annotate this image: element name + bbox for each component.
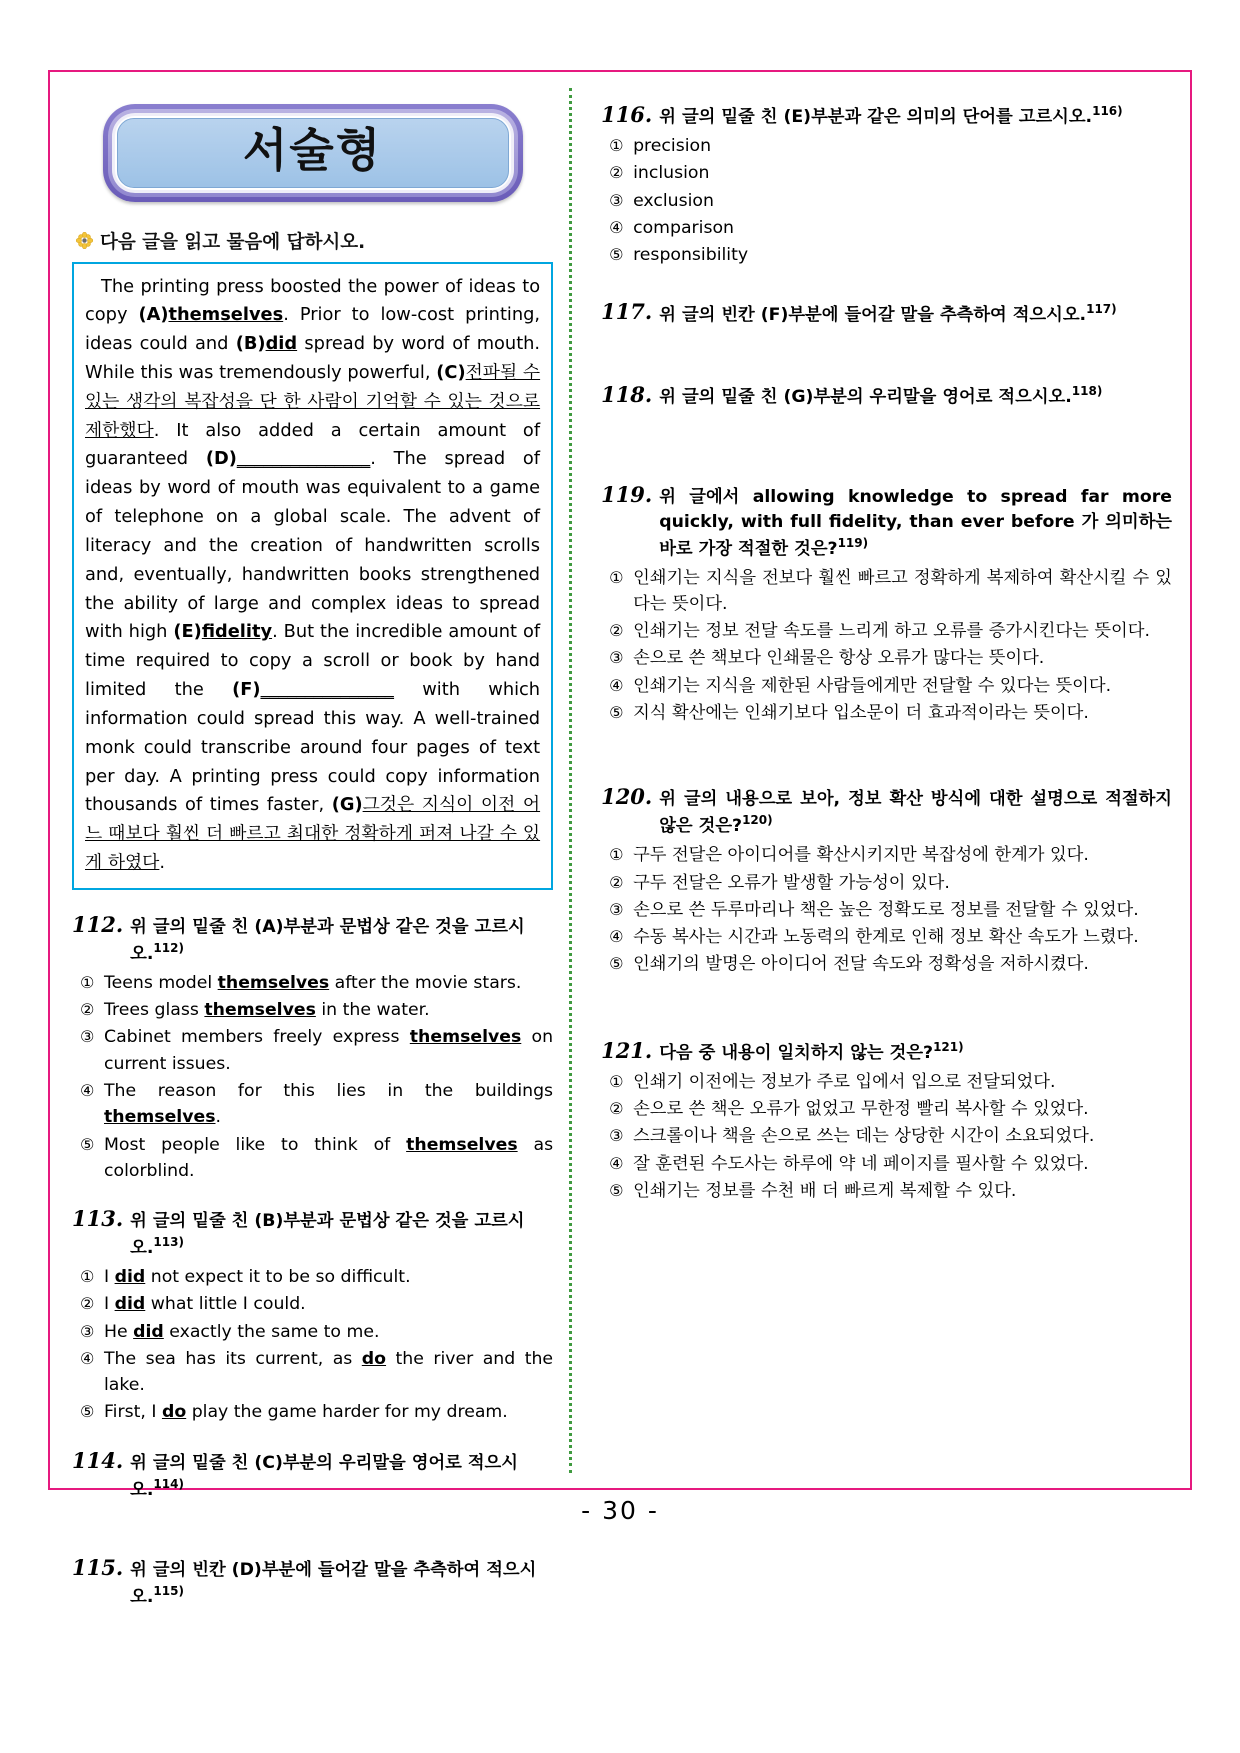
option-marker: ⑤ bbox=[609, 954, 624, 974]
option-item[interactable] bbox=[609, 673, 1172, 699]
reading-passage bbox=[72, 262, 553, 890]
passage-label-a: (A) bbox=[138, 304, 169, 326]
option-marker: ⑤ bbox=[609, 1180, 624, 1200]
answer-space-115[interactable] bbox=[72, 1610, 553, 1656]
option-marker: ① bbox=[80, 1267, 95, 1286]
option-text: I did not expect it to be so difficult. bbox=[104, 1267, 411, 1287]
option-item[interactable] bbox=[609, 897, 1172, 923]
option-marker: ⑤ bbox=[80, 1134, 95, 1154]
title-badge bbox=[103, 104, 523, 202]
passage-label-d: (D) bbox=[205, 448, 237, 470]
option-text: 수동 복사는 시간과 노동력의 한계로 인해 정보 확산 속도가 느렸다. bbox=[633, 927, 1139, 948]
option-item[interactable] bbox=[609, 842, 1172, 868]
option-marker: ① bbox=[609, 845, 624, 865]
page-number: - 30 - bbox=[581, 1496, 659, 1525]
passage-part-7: with which information could spread this way. A well-trained monk could transcribe around four pages of text per day. A printing press could copy information thousands of times faster, bbox=[85, 679, 541, 816]
question-121-number: 121. bbox=[601, 1037, 653, 1063]
question-121-options bbox=[601, 1069, 1172, 1204]
option-marker: ① bbox=[609, 136, 624, 156]
option-item[interactable] bbox=[80, 1319, 553, 1345]
option-text: 인쇄기는 정보를 수천 배 더 빠르게 복제할 수 있다. bbox=[633, 1180, 1017, 1201]
option-text: 잘 훈련된 수도사는 하루에 약 네 페이지를 필사할 수 있었다. bbox=[633, 1153, 1089, 1174]
option-marker: ② bbox=[609, 163, 624, 183]
option-text: Most people like to think of themselves as colorblind. bbox=[104, 1134, 554, 1181]
option-item[interactable] bbox=[609, 1123, 1172, 1149]
option-marker: ④ bbox=[80, 1348, 95, 1368]
option-item[interactable] bbox=[80, 970, 553, 996]
passage-part-3: spread by word of mouth. While this was tremendously powerful, bbox=[85, 333, 541, 383]
option-text: 인쇄기는 지식을 전보다 훨씬 빠르고 정확하게 복제하여 확산시킬 수 있다는 뜻이다. bbox=[633, 567, 1172, 614]
option-text: 스크롤이나 책을 손으로 쓰는 데는 상당한 시간이 소요되었다. bbox=[633, 1126, 1095, 1147]
option-marker: ⑤ bbox=[80, 1402, 95, 1422]
page-title: 서술형 bbox=[242, 123, 383, 177]
passage-label-g: (G) bbox=[331, 794, 363, 816]
option-item[interactable] bbox=[80, 1399, 553, 1425]
option-item[interactable] bbox=[80, 1078, 553, 1131]
passage-label-c: (C) bbox=[436, 362, 466, 383]
option-item[interactable] bbox=[80, 1291, 553, 1317]
option-item[interactable] bbox=[609, 700, 1172, 726]
passage-word-b: did bbox=[265, 333, 298, 355]
question-112-text: 위 글의 밑줄 친 (A)부분과 문법상 같은 것을 고르시오.$^{112)}$ bbox=[130, 916, 525, 964]
option-item[interactable] bbox=[80, 997, 553, 1023]
option-item[interactable] bbox=[80, 1132, 553, 1185]
option-text: 지식 확산에는 인쇄기보다 입소문이 더 효과적이라는 뜻이다. bbox=[633, 703, 1089, 724]
question-113-number: 113. bbox=[72, 1206, 124, 1232]
option-item[interactable] bbox=[609, 1096, 1172, 1122]
option-item[interactable] bbox=[609, 1151, 1172, 1177]
option-text: 인쇄기는 지식을 제한된 사람들에게만 전달할 수 있다는 뜻이다. bbox=[633, 675, 1112, 696]
question-115-number: 115. bbox=[72, 1554, 124, 1580]
option-marker: ④ bbox=[609, 675, 624, 695]
instruction-text: 다음 글을 읽고 물음에 답하시오. bbox=[100, 231, 366, 253]
question-117-text: 위 글의 빈칸 (F)부분에 들어갈 말을 추측하여 적으시오.$^{117)}$ bbox=[659, 301, 1117, 325]
question-115-text: 위 글의 빈칸 (D)부분에 들어갈 말을 추측하여 적으시오.$^{115)}$ bbox=[130, 1559, 537, 1607]
option-marker: ② bbox=[80, 1000, 95, 1020]
option-marker: ④ bbox=[609, 217, 624, 237]
question-116-number: 116. bbox=[601, 102, 653, 127]
question-119-options bbox=[601, 565, 1172, 727]
passage-blank-f: _______________ bbox=[260, 679, 394, 701]
question-112-number: 112. bbox=[72, 911, 124, 937]
option-marker: ④ bbox=[609, 1153, 624, 1173]
option-marker: ② bbox=[609, 1099, 624, 1119]
option-marker: ③ bbox=[80, 1027, 95, 1047]
option-marker: ④ bbox=[609, 927, 624, 947]
right-column bbox=[571, 72, 1190, 1488]
option-text: 구두 전달은 아이디어를 확산시키지만 복잡성에 한계가 있다. bbox=[633, 845, 1089, 866]
option-text: First, I do play the game harder for my dream. bbox=[104, 1402, 508, 1423]
passage-part-2: . Prior to low-cost printing, ideas could and bbox=[85, 304, 541, 355]
question-118-text: 위 글의 밑줄 친 (G)부분의 우리말을 영어로 적으시오.$^{118)}$ bbox=[659, 383, 1103, 407]
option-text: Teens model themselves after the movie stars. bbox=[104, 972, 522, 993]
option-marker: ③ bbox=[609, 1126, 624, 1146]
question-120-options bbox=[601, 842, 1172, 977]
option-marker: ③ bbox=[609, 899, 624, 919]
option-item[interactable] bbox=[609, 645, 1172, 671]
option-item[interactable] bbox=[609, 160, 894, 186]
question-116-text: 위 글의 밑줄 친 (E)부분과 같은 의미의 단어를 고르시오.$^{116)}$ bbox=[659, 104, 1123, 127]
option-marker: ⑤ bbox=[609, 703, 624, 723]
question-113-text: 위 글의 밑줄 친 (B)부분과 문법상 같은 것을 고르시오.$^{113)}$ bbox=[130, 1211, 525, 1258]
option-marker: ③ bbox=[609, 648, 624, 668]
passage-part-1: The printing press boosted the power of ideas to copy bbox=[85, 275, 541, 326]
option-text: responsibility bbox=[633, 245, 749, 266]
option-marker: ⑤ bbox=[609, 245, 624, 265]
question-116-options bbox=[601, 133, 1172, 269]
passage-label-f: (F) bbox=[232, 679, 261, 701]
question-115 bbox=[72, 1555, 553, 1656]
option-text: inclusion bbox=[633, 163, 710, 184]
option-marker: ③ bbox=[609, 190, 624, 210]
question-117-number: 117. bbox=[601, 299, 653, 325]
question-114-number: 114. bbox=[72, 1447, 124, 1473]
question-118-number: 118. bbox=[601, 381, 653, 407]
question-112 bbox=[72, 912, 553, 1184]
option-text: I did what little I could. bbox=[104, 1294, 306, 1315]
option-item[interactable] bbox=[80, 1024, 553, 1077]
question-112-options bbox=[72, 970, 553, 1184]
answer-space-117[interactable] bbox=[601, 328, 1172, 374]
option-marker: ④ bbox=[80, 1080, 95, 1100]
answer-space-118[interactable] bbox=[601, 410, 1172, 480]
option-text: 손으로 쓴 두루마리나 책은 높은 정확도로 정보를 전달할 수 있었다. bbox=[633, 899, 1139, 920]
question-120-text: 위 글의 내용으로 보아, 정보 확산 방식에 대한 설명으로 적절하지 않은 것은?$^{120)}$ bbox=[659, 789, 1172, 837]
option-item[interactable] bbox=[609, 242, 1172, 268]
passage-part-6: . But the incredible amount of time required to copy a scroll or book by hand limited the bbox=[85, 621, 541, 701]
option-item[interactable] bbox=[609, 188, 894, 214]
question-119 bbox=[601, 482, 1172, 727]
passage-korean-g: 그것은 지식이 이전 어느 때보다 훨씬 더 빠르고 최대한 정확하게 퍼져 나갈 수 있게 하였다 bbox=[85, 794, 541, 874]
question-113-options bbox=[72, 1264, 553, 1426]
option-text: Trees glass themselves in the water. bbox=[104, 1000, 430, 1021]
instruction-line bbox=[76, 228, 553, 254]
passage-label-e: (E) bbox=[173, 621, 202, 643]
option-marker: ① bbox=[609, 567, 624, 587]
option-text: exclusion bbox=[633, 190, 714, 211]
question-117 bbox=[601, 299, 1172, 373]
question-121-text: 다음 중 내용이 일치하지 않는 것은?$^{121)}$ bbox=[659, 1039, 964, 1063]
option-item[interactable] bbox=[609, 870, 1172, 896]
option-item[interactable] bbox=[609, 951, 1172, 977]
question-113 bbox=[72, 1206, 553, 1426]
option-text: 인쇄기의 발명은 아이디어 전달 속도와 정확성을 저하시켰다. bbox=[633, 954, 1089, 975]
passage-word-e: fidelity bbox=[201, 621, 273, 643]
passage-word-a: themselves bbox=[168, 304, 284, 326]
option-marker: ② bbox=[80, 1294, 95, 1314]
option-text: 인쇄기는 정보 전달 속도를 느리게 하고 오류를 증가시킨다는 뜻이다. bbox=[633, 621, 1150, 642]
option-text: 인쇄기 이전에는 정보가 주로 입에서 입으로 전달되었다. bbox=[633, 1071, 1056, 1092]
option-marker: ② bbox=[609, 872, 624, 892]
question-118 bbox=[601, 382, 1172, 480]
passage-label-b: (B) bbox=[235, 333, 266, 355]
option-text: 손으로 쓴 책은 오류가 없었고 무한정 빨리 복사할 수 있었다. bbox=[633, 1099, 1089, 1120]
question-116 bbox=[601, 102, 1172, 269]
option-item[interactable] bbox=[609, 618, 1172, 644]
option-text: He did exactly the same to me. bbox=[104, 1321, 380, 1342]
option-item[interactable] bbox=[609, 924, 1172, 950]
question-121 bbox=[601, 1038, 1172, 1204]
passage-part-8: . bbox=[159, 852, 166, 874]
flower-icon bbox=[76, 232, 93, 249]
option-text: Cabinet members freely express themselves on current issues. bbox=[104, 1027, 554, 1074]
option-text: 구두 전달은 오류가 발생할 가능성이 있다. bbox=[633, 872, 950, 893]
option-item[interactable] bbox=[609, 215, 894, 241]
question-120-number: 120. bbox=[601, 784, 653, 810]
option-item[interactable] bbox=[609, 133, 894, 159]
passage-part-4: . It also added a certain amount of guaranteed bbox=[85, 419, 541, 470]
option-marker: ③ bbox=[80, 1321, 95, 1341]
option-item[interactable] bbox=[80, 1346, 553, 1399]
option-item[interactable] bbox=[80, 1264, 553, 1290]
option-item[interactable] bbox=[609, 1069, 1172, 1095]
question-120 bbox=[601, 784, 1172, 977]
option-marker: ② bbox=[609, 621, 624, 641]
question-119-number: 119. bbox=[601, 481, 653, 507]
passage-korean-c: 전파될 수 있는 생각의 복잡성을 단 한 사람이 기억할 수 있는 것으로 제한했다 bbox=[85, 362, 541, 441]
option-text: 손으로 쓴 책보다 인쇄물은 항상 오류가 많다는 뜻이다. bbox=[633, 648, 1045, 669]
option-marker: ① bbox=[80, 972, 95, 992]
passage-blank-d: _______________ bbox=[236, 448, 371, 470]
option-text: precision bbox=[633, 136, 712, 157]
option-text: comparison bbox=[633, 217, 734, 238]
option-item[interactable] bbox=[609, 565, 1172, 618]
passage-part-5: . The spread of ideas by word of mouth was equivalent to a game of telephone on a global scale. The advent of literacy and the creation of handwritten scrolls and, eventually, handwritten books strengthened the ability of large and complex ideas to spread with high bbox=[85, 448, 541, 643]
left-column bbox=[50, 72, 571, 1607]
option-item[interactable] bbox=[609, 1178, 1172, 1204]
option-text: The sea has its current, as do the river and the lake. bbox=[104, 1348, 554, 1396]
option-text: The reason for this lies in the buildings themselves. bbox=[104, 1080, 554, 1128]
question-119-text: 위 글에서 allowing knowledge to spread far more quickly, with full fidelity, than ever before 가 의미하는 바로 가장 적절한 것은?$^{119)}$ bbox=[659, 486, 1172, 559]
option-marker: ① bbox=[609, 1071, 624, 1091]
question-114-text: 위 글의 밑줄 친 (C)부분의 우리말을 영어로 적으시오.$^{114)}$ bbox=[130, 1452, 518, 1500]
